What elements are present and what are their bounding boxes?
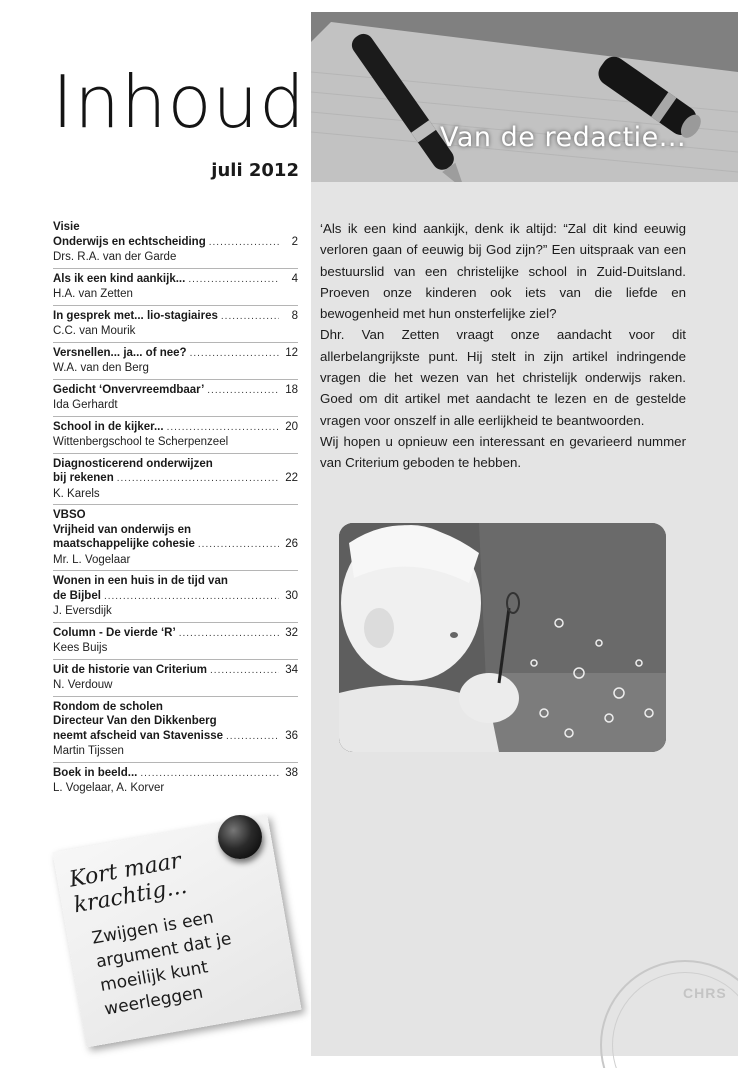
toc-author: W.A. van den Berg [53,362,149,374]
toc-page-number: 38 [285,766,298,779]
toc-page-number: 26 [285,538,298,550]
toc-title-line [53,589,298,605]
pens-illustration [311,12,738,182]
toc-title-line [53,766,298,782]
toc-author: K. Karels [53,487,100,500]
toc-leader-dots [179,627,279,642]
toc-section-heading: Diagnosticerend onderwijzen [53,457,213,470]
toc-author: C.C. van Mourik [53,325,136,337]
note-quote: Zwijgen is een argument dat je moeilijk kunt weerleggen [90,907,233,1020]
toc-title: School in de kijker... [53,420,164,433]
page-title: Inhoud [52,60,306,144]
toc-title: maatschappelijke cohesie [53,538,195,550]
toc-section-heading: Directeur Van den Dikkenberg [53,715,217,727]
toc-entry [53,454,298,506]
toc-page-number: 2 [291,235,298,248]
toc-entry [53,220,298,269]
toc-page-number: 32 [285,626,298,639]
issue-date: juli 2012 [211,160,299,181]
toc-author: H.A. van Zetten [53,288,133,300]
toc-title: Onderwijs en echtscheiding [53,235,206,248]
toc-entry [53,417,298,454]
toc-title-line [53,626,298,642]
toc-leader-dots [167,421,279,436]
toc-page-number: 36 [285,729,298,742]
editorial-paragraph: Dhr. Van Zetten vraagt onze aandacht voor dit allerbelangrijkste punt. Hij stelt in zijn artikel indringende vragen die het wezen van het christelijk onderwijs raken. Goed om dit artikel met aandacht te lezen en de gestelde vragen voor onszelf in alle eerlijkheid te beantwoorden. [320,327,686,428]
toc-title: Versnellen... ja... of nee? [53,346,187,359]
toc-author: Ida Gerhardt [53,399,118,411]
table-of-contents [53,220,298,799]
quote-note [52,815,301,1048]
editorial-paragraph: Wij hopen u opnieuw een interessant en gevarieerd nummer van Criterium geboden te hebben. [320,433,686,471]
toc-title-line [53,471,298,487]
toc-title: Boek in beeld... [53,766,138,779]
editorial-paragraph: ‘Als ik een kind aankijk, denk ik altijd: “Zal dit kind eeuwig verloren gaan of eeuwig bij God zijn?” Een uitspraak van een bestuurslid van een christelijke school in Zuid-Duitsland. Proeven onze kinderen ook iets van die liefde en bewogenheid met hun onsterfelijke ziel? [320,221,686,322]
toc-title: Gedicht ‘Onvervreemdbaar’ [53,383,205,396]
note-heading: Kort maar krachtig... [67,848,189,919]
toc-title: de Bijbel [53,589,101,602]
toc-section-heading: Vrijheid van onderwijs en [53,523,192,536]
toc-author: Drs. R.A. van der Garde [53,251,177,263]
toc-section-heading: Visie [53,221,80,233]
toc-title-line [53,309,298,325]
toc-leader-dots [188,273,279,288]
editorial-title: Van de redactie... [440,122,687,153]
toc-page-number: 20 [285,420,298,433]
toc-title: bij rekenen [53,472,114,484]
toc-entry [53,269,298,306]
toc-title: In gesprek met... lio-stagiaires [53,309,218,322]
toc-page-number: 34 [285,663,298,676]
toc-entry [53,763,298,799]
toc-leader-dots [140,767,279,782]
toc-page-number: 22 [285,472,298,484]
toc-entry [53,505,298,571]
toc-title-line [53,346,298,362]
toc-leader-dots [190,347,279,362]
toc-title-line [53,729,298,745]
toc-title-line [53,537,298,553]
toc-title: Uit de historie van Criterium [53,663,208,676]
toc-title-line [53,272,298,288]
photo-illustration [339,523,666,752]
toc-leader-dots [221,310,279,325]
toc-entry [53,697,298,763]
toc-leader-dots [104,590,279,605]
toc-section-heading: Wonen in een huis in de tijd van [53,575,228,587]
toc-leader-dots [198,538,279,553]
toc-author: L. Vogelaar, A. Korver [53,782,165,794]
toc-entry [53,660,298,697]
toc-author: J. Eversdijk [53,605,112,617]
toc-leader-dots [210,664,279,679]
toc-page-number: 8 [291,309,298,322]
toc-title: neemt afscheid van Stavenisse [53,729,224,742]
toc-page-number: 18 [285,383,298,396]
pens-photo [311,12,738,182]
seal-text: CHRS [683,985,727,1001]
toc-leader-dots [226,730,279,745]
toc-leader-dots [117,472,279,487]
magnet-pin-icon [218,815,262,859]
toc-title-line [53,663,298,679]
toc-title: Als ik een kind aankijk... [53,272,186,285]
toc-author: Kees Buijs [53,642,108,654]
toc-title-line [53,383,298,399]
toc-leader-dots [207,384,279,399]
toc-leader-dots [209,236,279,251]
toc-author: N. Verdouw [53,679,113,691]
toc-title-line [53,420,298,436]
toc-author: Martin Tijssen [53,745,124,757]
toc-page-number: 12 [285,346,298,359]
toc-entry [53,571,298,623]
editorial-text [320,218,686,474]
toc-entry [53,380,298,417]
toc-entry [53,623,298,660]
toc-author: Mr. L. Vogelaar [53,553,131,566]
toc-entry [53,306,298,343]
toc-section-heading: Rondom de scholen [53,700,163,713]
toc-title-line [53,235,298,251]
toc-author: Wittenbergschool te Scherpenzeel [53,436,229,448]
toc-section-heading: VBSO [53,509,86,521]
toc-page-number: 30 [285,589,298,602]
toc-title: Column - De vierde ‘R’ [53,626,176,639]
child-blowing-bubbles-photo [339,523,666,752]
toc-page-number: 4 [291,272,298,285]
toc-entry [53,343,298,380]
